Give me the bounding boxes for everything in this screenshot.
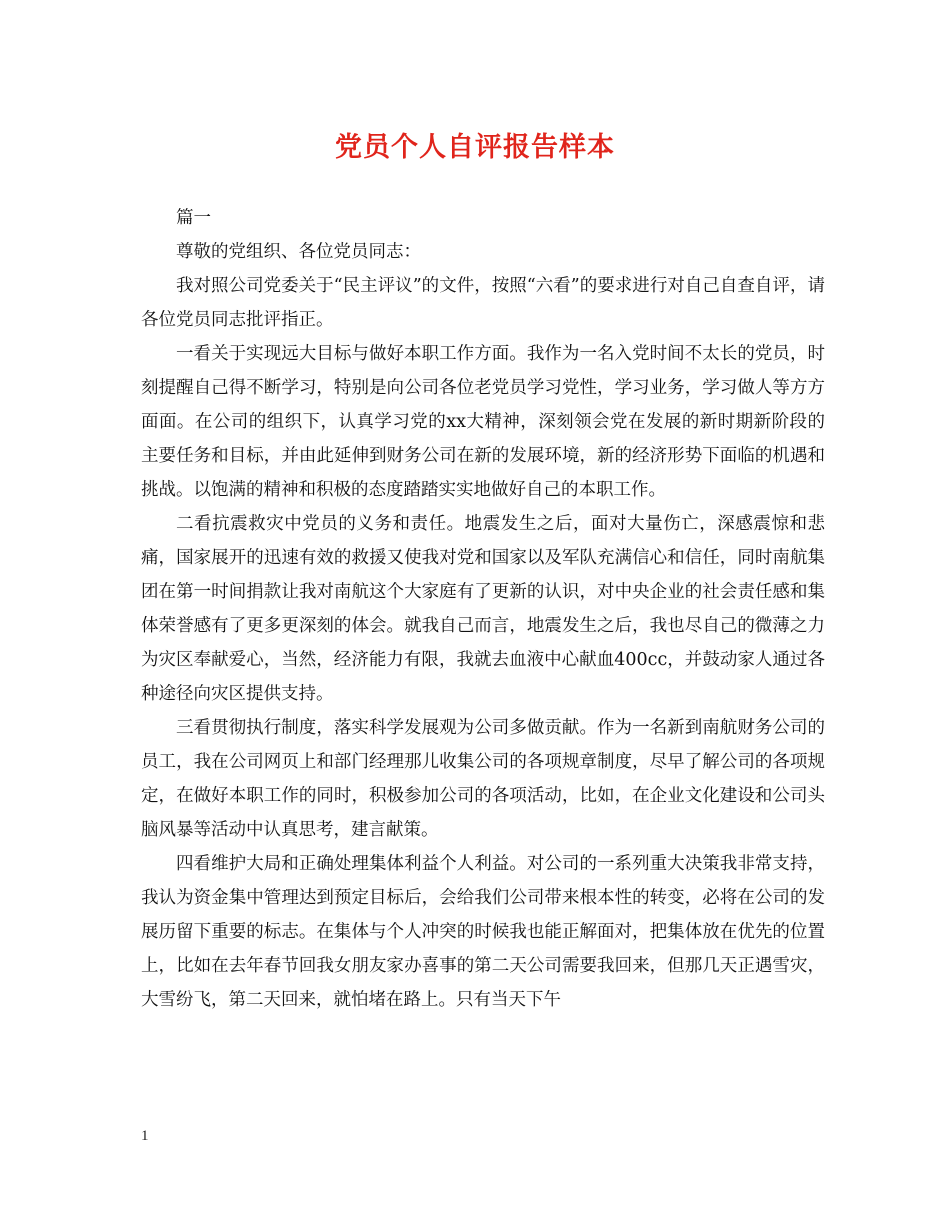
section-heading: 篇一 xyxy=(176,208,211,228)
paragraph-intro: 我对照公司党委关于“民主评议”的文件，按照“六看”的要求进行对自己自查自评，请各位党员同志批评指正。 xyxy=(141,276,825,330)
document-title: 党员个人自评报告样本 xyxy=(335,132,615,163)
salutation: 尊敬的党组织、各位党员同志： xyxy=(176,242,421,262)
document-body xyxy=(141,201,825,1017)
paragraph-first-look: 一看关于实现远大目标与做好本职工作方面。我作为一名入党时间不太长的党员，时刻提醒自己得不断学习，特别是向公司各位老党员学习党性，学习业务，学习做人等方方面面。在公司的组织下，认真学习党的xx大精神，深刻领会党在发展的新时期新阶段的主要任务和目标，并由此延伸到财务公司在新的发展环境，新的经济形势下面临的机遇和挑战。以饱满的精神和积极的态度踏踏实实地做好自己的本职工作。 xyxy=(141,344,825,500)
paragraph-second-look: 二看抗震救灾中党员的义务和责任。地震发生之后，面对大量伤亡，深感震惊和悲痛，国家展开的迅速有效的救援又使我对党和国家以及军队充满信心和信任，同时南航集团在第一时间捐款让我对南航这个大家庭有了更新的认识，对中央企业的社会责任感和集体荣誉感有了更多更深刻的体会。就我自己而言，地震发生之后，我也尽自己的微薄之力为灾区奉献爱心，当然，经济能力有限，我就去血液中心献血400cc，并鼓动家人通过各种途径向灾区提供支持。 xyxy=(141,514,825,704)
paragraph-fourth-look: 四看维护大局和正确处理集体利益个人利益。对公司的一系列重大决策我非常支持，我认为资金集中管理达到预定目标后，会给我们公司带来根本性的转变，必将在公司的发展历留下重要的标志。在集体与个人冲突的时候我也能正解面对，把集体放在优先的位置上，比如在去年春节回我女朋友家办喜事的第二天公司需要我回来，但那几天正遇雪灾，大雪纷飞，第二天回来，就怕堵在路上。只有当天下午 xyxy=(141,854,825,1010)
page-number: 1 xyxy=(141,1128,149,1144)
paragraph-third-look: 三看贯彻执行制度，落实科学发展观为公司多做贡献。作为一名新到南航财务公司的员工，我在公司网页上和部门经理那儿收集公司的各项规章制度，尽早了解公司的各项规定，在做好本职工作的同时，积极参加公司的各项活动，比如，在企业文化建设和公司头脑风暴等活动中认真思考，建言献策。 xyxy=(141,718,825,840)
